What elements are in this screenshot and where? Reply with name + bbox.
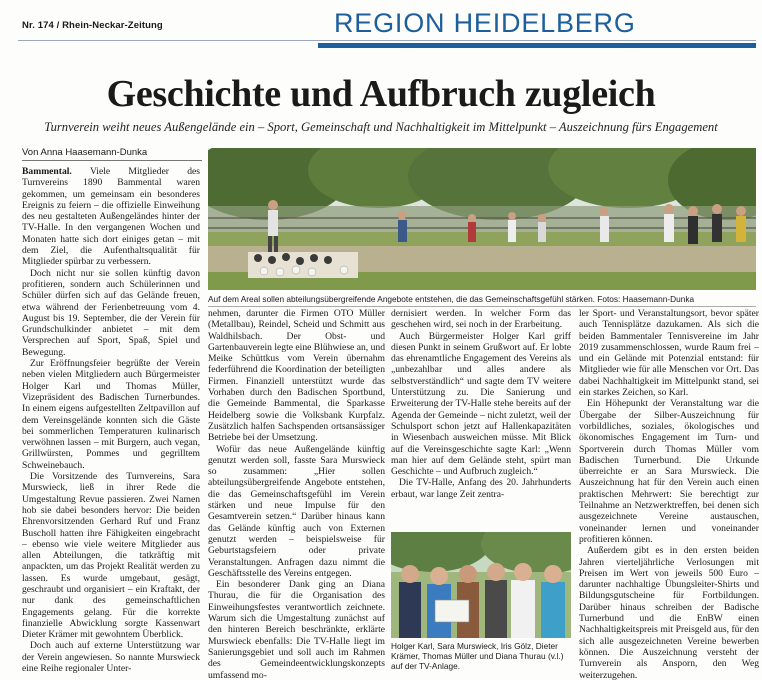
article-column-4: [579, 308, 759, 680]
paragraph: Auch Bürgermeister Holger Karl griff diesen Punkt in seinem Grußwort auf. Er lobte das ehrenamtliche Engagement des Vereins als „unbezahlbar und alles andere als selbstverständlich“ und sagte dem TV weitere Unterstützung zu. Die Sanierung und Erweiterung der TV-Halle stehe bereits auf der Agenda der Gemeinde – nicht zuletzt, weil der Schulsport schon jetzt auf Hallenkapazitäten in Wiesenbach ausweichen müsse. Mit Blick auf die Vereinsgeschichte sagte Karl: „Wenn man hier auf dem Gelände steht, spürt man Geschichte – und Aufbruch zugleich.“: [391, 330, 571, 478]
paragraph: Ein besonderer Dank ging an Diana Thurau, die für die Organisation des Einweihungsfestes verantwortlich zeichnete. Warum sich die Umgestaltung zunächst auf den hinteren Bereich beschränkte, erklärte Murswieck ebenfalls: Die TV-Halle liegt im Sanierungsgebiet und soll auch im Rahmen des Gemeindeentwicklungskonzepts umfassend mo-: [208, 579, 385, 680]
paragraph: Ein Höhepunkt der Veranstaltung war die Übergabe der Silber-Auszeichnung für vorbildliches, soziales, ökologisches und ökonomisches Engagement im Turn- und Sportverein durch Thomas Müller vom Badischen Turnerbund. Die Urkunde überreichte er an Sara Murswieck. Die Auszeichnung hat für den Verein auch einen praktischen Mehrwert: Sie berechtigt zur Teilnahme an Netzwerktreffen, bei denen sich ausgezeichnete Vereine austauschen, voneinander lernen und voneinander profitieren können.: [579, 398, 759, 545]
paragraph: Doch nicht nur sie sollen künftig davon profitieren, sondern auch Schülerinnen und Schüler dürfen sich auf das Gelände freuen, etwa während der Ferienbetreuung vom 4. August bis 19. September, die der Verein für Grundschulkinder anbietet – mit dem Versprechen auf Sport, Spaß, Spiel und Bewegung.: [22, 267, 200, 358]
paragraph: Außerdem gibt es in den ersten beiden Jahren vierteljährliche Verlosungen mit Preisen im Wert von jeweils 500 Euro – darunter nachhaltige Übungsleiter-Shirts und Bildungsgutscheine für Fortbildungen. Darüber hinaus schreiben der Badische Turnerbund und die EnBW einen Nachhaltigkeitspreis mit Preisgeld aus, für den sich alle ausgezeichneten Vereine bewerben können. Die Auszeichnung versteht der Turnverein als Ansporn, den Weg weiterzugehen.: [579, 545, 759, 680]
article-headline: Geschichte und Aufbruch zugleich: [106, 73, 656, 115]
paragraph: dernisiert werden. In welcher Form das geschehen wird, sei noch in der Erarbeitung.: [391, 308, 571, 331]
group-portrait-image: [391, 532, 571, 638]
paragraph: Zur Eröffnungsfeier begrüßte der Verein neben vielen Mitgliedern auch Bürgermeister Holger Karl und Thomas Müller, Vizepräsident des Badischen Turnerbundes. In einem eigens aufgestellten Zeltpavillon auf dem Vereinsgelände konnten sich die Gäste bei sommerlichen Temperaturen kulinarisch verwöhnen lassen – mit Burgern, auch vegan, Grillwürsten, Pommes und gegrilltem Schweinebauch.: [22, 358, 200, 471]
group-photo: [391, 532, 571, 638]
issue-label: Nr. 174 / Rhein-Neckar-Zeitung: [22, 20, 163, 31]
masthead: [0, 0, 762, 52]
author-byline: Von Anna Haasemann-Dunka: [22, 147, 148, 158]
paragraph: nehmen, darunter die Firmen OTO Müller (Metallbau), Reindel, Scheid und Schmitt aus Waldhilsbach. Der Obst- und Gartenbauverein legte eine Blühwiese an, und Meike Schüttkus vom Verein übernahm federführend die Koordination der beteiligten Firmen. Finanziell unterstützt wurde das Vorhaben durch den Badischen Sportbund, die Gemeinde Bammental, die Sparkasse Heidelberg sowie die Volksbank Kurpfalz. Zusätzlich halfen Sachspenden ortsansässiger Betriebe bei der Umsetzung.: [208, 308, 385, 444]
masthead-accent-bar: [318, 43, 756, 48]
paragraph: Viele Mitglieder des Turnvereins 1890 Bammental waren gekommen, um gemeinsam ein besonderes Ereignis zu feiern – die offizielle Einweihung des neu gestalteten Außengeländes hinter der TV-Halle. In den vergangenen Wochen und Monaten hatte sich dort einiges getan – mit dem Ziel, die Aufenthaltsqualität für Mitglieder spürbar zu verbessern.: [22, 166, 200, 268]
park-scene-image: [208, 148, 756, 290]
dateline: Bammental.: [22, 166, 72, 177]
byline-rule: [22, 160, 202, 161]
article-column-2: [208, 308, 385, 680]
photo-caption: Auf dem Areal sollen abteilungsübergreifende Angebote entstehen, die das Gemeinschaftsgefühl stärken. Fotos: Haasemann-Dunka: [208, 294, 695, 304]
article-subline: Turnverein weiht neues Außengelände ein – Sport, Gemeinschaft und Nachhaltigkeit im Mittelpunkt – Auszeichnung fürs Engagement: [44, 120, 718, 134]
group-photo-caption: Holger Karl, Sara Murswieck, Iris Gölz, Dieter Krämer, Thomas Müller und Diana Thurau (v.l.) auf der TV-Anlage.: [391, 641, 564, 671]
paragraph: Die Vorsitzende des Turnvereins, Sara Murswieck, ließ in ihrer Rede die Umgestaltung Revue passieren. Zwei Namen hob sie dabei besonders hervor: Die beiden Ehrenvorsitzenden Gerhard Ruf und Franz Buscholl hatten ihre Fähigkeiten eingebracht – ebenso wie viele weitere Mitglieder aus allen Abteilungen, die tatkräftig mit anpackten, um das Projekt Realität werden zu lassen. Es wurde umgebaut, gesägt, geschraubt und organisiert – ein Kraftakt, der nur dank des gemeinschaftlichen Engagements gelang. Für die korrekte finanzielle Abwicklung sorgte Kassenwart Dieter Krämer mit gewohntem Überblick.: [22, 471, 200, 641]
region-title: REGION HEIDELBERG: [334, 8, 636, 38]
paragraph: Wofür das neue Außengelände künftig genutzt werden soll, fasste Sara Murswieck so zusammen: „Hier sollen abteilungsübergreifende Angebote entstehen, die das Gemeinschaftsgefühl im Verein stärken und neue Impulse für den Gesamtverein setzen.“ Darüber hinaus kann das Gelände künftig auch von Externen genutzt werden – beispielsweise für Geburtstagsfeiern oder private Veranstaltungen. Anfragen dazu nimmt die Geschäftsstelle des Vereins entgegen.: [208, 443, 385, 579]
paragraph: Die TV-Halle, Anfang des 20. Jahrhunderts erbaut, war lange Zeit zentra-: [391, 477, 571, 500]
article-column-1: [22, 166, 200, 680]
caption-rule: [208, 306, 756, 307]
article-column-3: [391, 308, 571, 528]
paragraph: Doch auch auf externe Unterstützung war der Verein angewiesen. So nannte Murswieck eine Reihe regionaler Unter-: [22, 640, 200, 675]
paragraph: ler Sport- und Veranstaltungsort, bevor später auch Tennisplätze dazukamen. Als sich die beiden Bammentaler Tennisvereine im Jahr 2019 zusammenschlossen, wurde Raum frei – und ein Gelände mit Potenzial entstand: für Mitglieder wie für alle Menschen vor Ort. Das dabei Nachhaltigkeit im Mittelpunkt stand, sei ein starkes Zeichen, so Karl.: [579, 308, 759, 399]
main-photo: [208, 148, 756, 290]
masthead-rule: [18, 40, 756, 41]
